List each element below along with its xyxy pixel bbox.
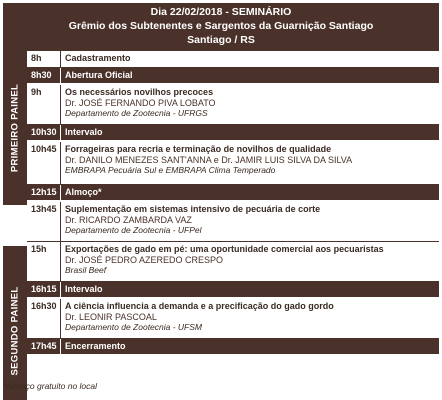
header-city: Santiago / RS: [187, 34, 255, 46]
panel-label-second: SEGUNDO PAINEL: [3, 246, 27, 400]
panel-gap: [3, 207, 27, 246]
schedule-row: 8h30 Abertura Oficial: [27, 68, 439, 85]
schedule-row: 16h30 A ciência influencia a demanda e a precificação do gado gordo Dr. LEONIR PASCOAL Departamento de Zootecnia - UFSM: [27, 299, 439, 339]
footnote: *Almoço gratuito no local: [3, 381, 98, 391]
schedule-row: 10h30 Intervalo: [27, 125, 439, 142]
schedule-row: 12h15 Almoço*: [27, 185, 439, 202]
schedule-row: 17h45 Encerramento: [27, 339, 439, 356]
schedule-table: [3, 3, 439, 400]
schedule-row: 15h Exportações de gado em pé: uma oportunidade comercial aos pecuaristas Dr. JOSÉ PEDRO AZEREDO CRESPO Brasil Beef: [27, 242, 439, 282]
schedule-header: [3, 3, 439, 49]
header-venue: Grêmio dos Subtenentes e Sargentos da Guarnição Santiago: [68, 20, 374, 32]
panel-label-first: PRIMEIRO PAINEL: [3, 51, 27, 207]
schedule-row: 13h45 Suplementação em sistemas intensivo de pecuária de corte Dr. RICARDO ZAMBARDA VAZ Departamento de Zootecnia - UFPel: [27, 202, 439, 242]
schedule-row: 16h15 Intervalo: [27, 282, 439, 299]
schedule-row: 8h Cadastramento: [27, 51, 439, 68]
header-date: Dia 22/02/2018 - SEMINÁRIO: [150, 6, 292, 18]
schedule-row: 10h45 Forrageiras para recria e terminação de novilhos de qualidade Dr. DANILO MENEZES SANT'ANNA e Dr. JAMIR LUIS SILVA DA SILVA EMBRAPA Pecuária Sul e EMBRAPA Clima Temperado: [27, 142, 439, 185]
schedule-row: 9h Os necessários novilhos precoces Dr. JOSÉ FERNANDO PIVA LOBATO Departamento de Zootecnia - UFRGS: [27, 85, 439, 125]
